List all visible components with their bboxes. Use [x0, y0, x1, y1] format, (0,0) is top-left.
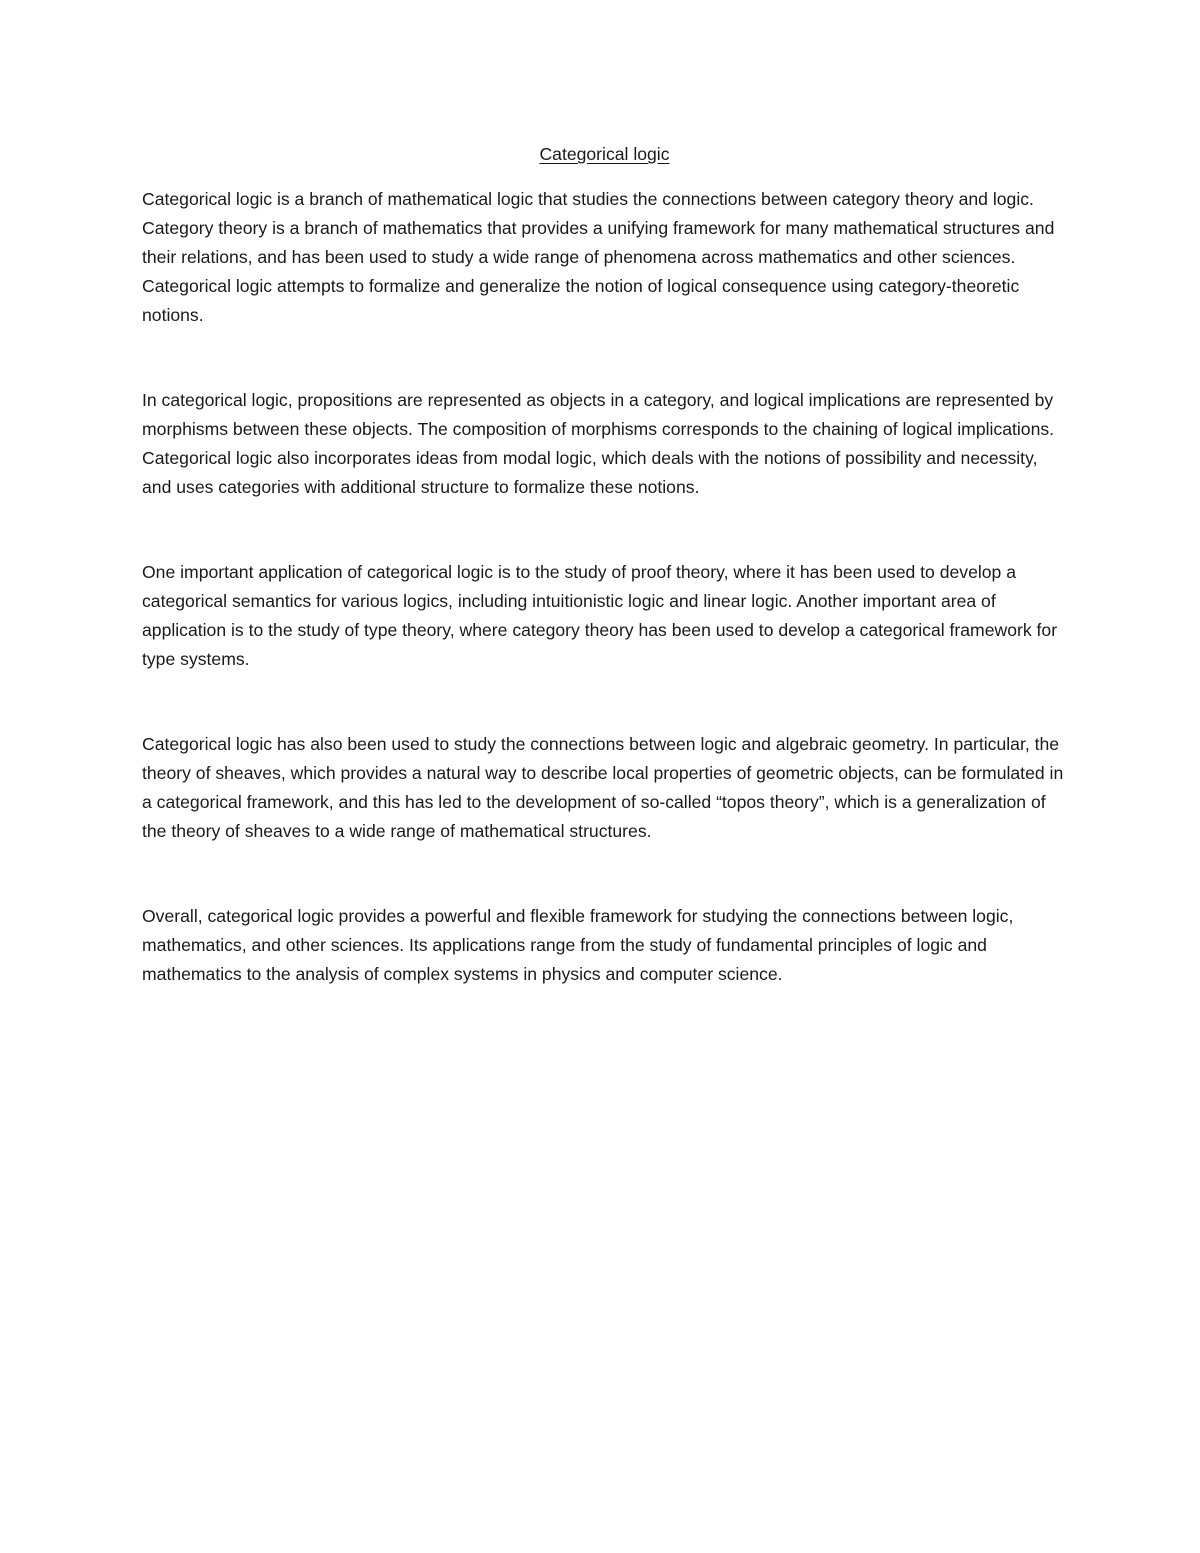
document-title: Categorical logic [539, 144, 670, 164]
paragraph-overall: Overall, categorical logic provides a powerful and flexible framework for studying the connections between logic, mathematics, and other sciences. Its applications range from the study of fundamental principles of logic and mathematics to the analysis of complex systems in physics and computer science. [142, 906, 1014, 984]
paragraph-geometry: Categorical logic has also been used to study the connections between logic and algebraic geometry. In particular, the theory of sheaves, which provides a natural way to describe local properties of geometric objects, can be formulated in a categorical framework, and this has led to the development of so-called “topos theory”, which is a generalization of the theory of sheaves to a wide range of mathematical structures. [142, 734, 1064, 841]
paragraph-intro: Categorical logic is a branch of mathematical logic that studies the connections between category theory and logic. Category theory is a branch of mathematics that provides a unifying framework for many mathematical structures and their relations, and has been used to study a wide range of phenomena across mathematics and other sciences. Categorical logic attempts to formalize and generalize the notion of logical consequence using category-theoretic notions. [142, 189, 1055, 325]
paragraph-applications: One important application of categorical logic is to the study of proof theory, where it has been used to develop a categorical semantics for various logics, including intuitionistic logic and linear logic. Another important area of application is to the study of type theory, where category theory has been used to develop a categorical framework for type systems. [142, 562, 1058, 669]
document-body [142, 140, 1067, 989]
paragraph-propositions: In categorical logic, propositions are represented as objects in a category, and logical implications are represented by morphisms between these objects. The composition of morphisms corresponds to the chaining of logical implications. Categorical logic also incorporates ideas from modal logic, which deals with the notions of possibility and necessity, and uses categories with additional structure to formalize these notions. [142, 390, 1055, 497]
